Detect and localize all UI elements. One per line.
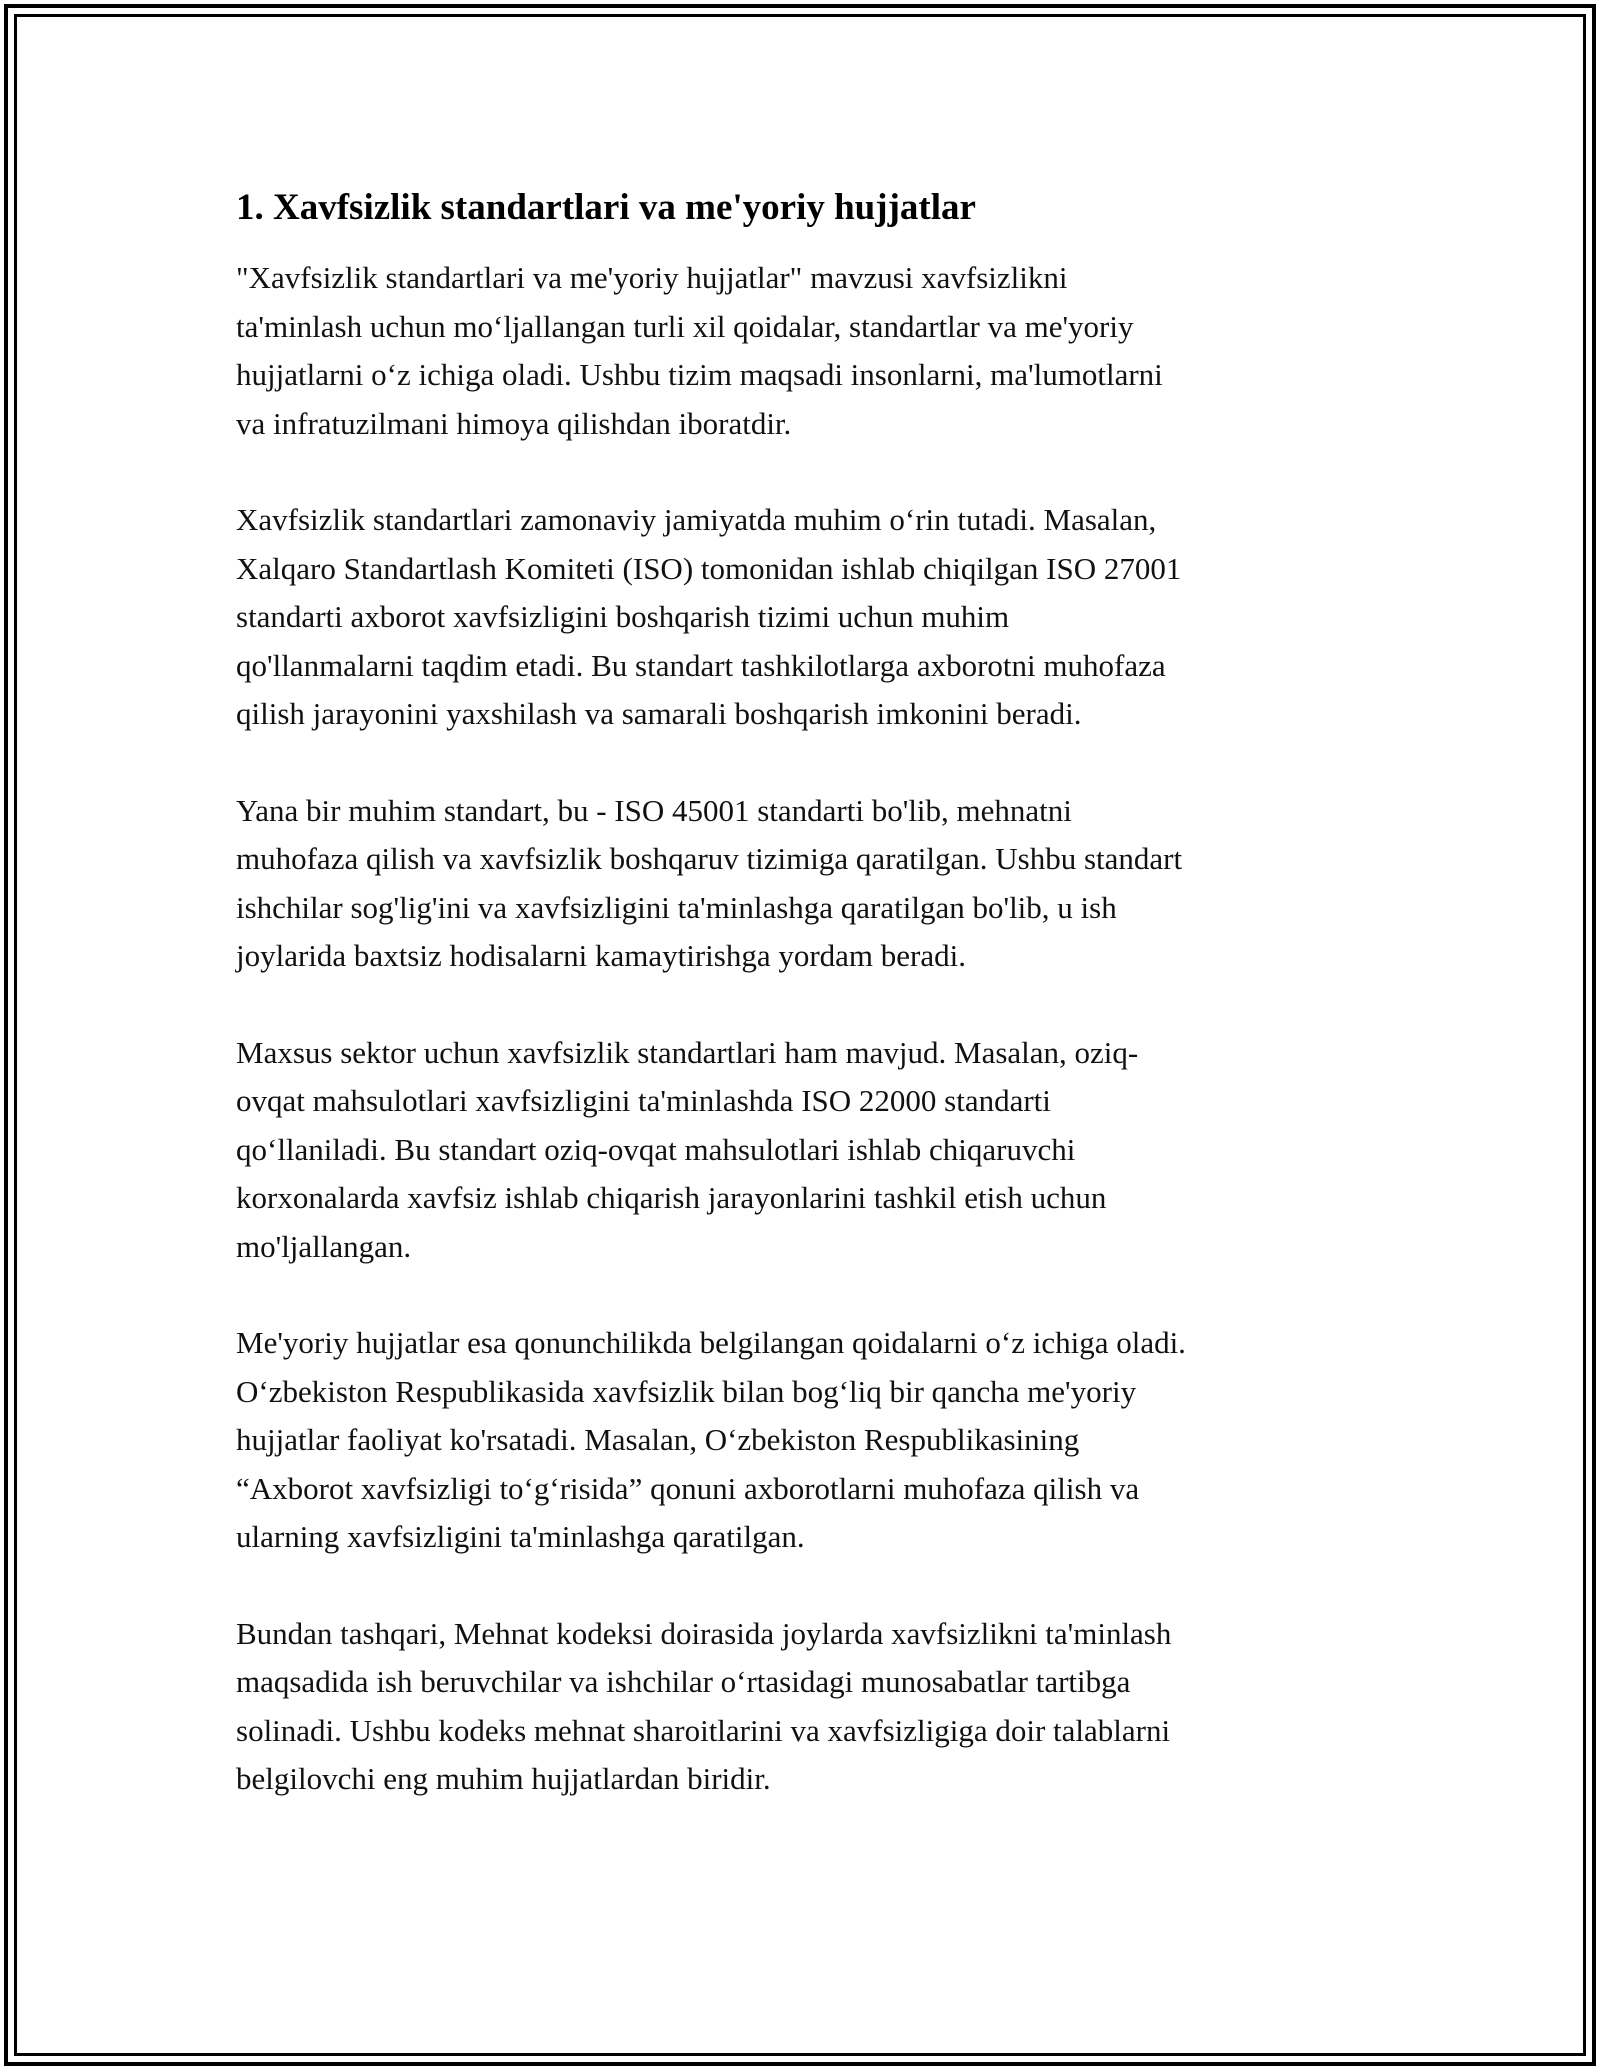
paragraph-line: Me'yoriy hujjatlar esa qonunchilikda belgilangan qoidalarni o‘z ichiga oladi.: [236, 1325, 1186, 1360]
paragraph-line: standarti axborot xavfsizligini boshqarish tizimi uchun muhim: [236, 599, 1010, 634]
paragraph-line: korxonalarda xavfsiz ishlab chiqarish jarayonlarini tashkil etish uchun: [236, 1180, 1107, 1215]
paragraph-line: qilish jarayonini yaxshilash va samarali boshqarish imkonini beradi.: [236, 696, 1082, 731]
paragraph-line: Xavfsizlik standartlari zamonaviy jamiyatda muhim o‘rin tutadi. Masalan,: [236, 502, 1157, 537]
paragraph-line: “Axborot xavfsizligi to‘g‘risida” qonuni axborotlarni muhofaza qilish va: [236, 1470, 1140, 1506]
paragraph-line: "Xavfsizlik standartlari va me'yoriy hujjatlar" mavzusi xavfsizlikni: [236, 260, 1068, 295]
paragraph-line: ishchilar sog'lig'ini va xavfsizligini ta'minlashga qaratilgan bo'lib, u ish: [236, 889, 1117, 925]
paragraph-line: Maxsus sektor uchun xavfsizlik standartlari ham mavjud. Masalan, oziq-: [236, 1034, 1139, 1070]
paragraph-5: [236, 1319, 1366, 1562]
paragraph-line: hujjatlar faoliyat ko'rsatadi. Masalan, O‘zbekiston Respublikasining: [236, 1422, 1080, 1457]
paragraph-line: muhofaza qilish va xavfsizlik boshqaruv tizimiga qaratilgan. Ushbu standart: [236, 841, 1183, 876]
paragraph-3: [236, 787, 1366, 981]
paragraph-line: va infratuzilmani himoya qilishdan iboratdir.: [236, 405, 792, 441]
paragraph-line: Xalqaro Standartlash Komiteti (ISO) tomonidan ishlab chiqilgan ISO 27001: [236, 550, 1182, 586]
paragraph-line: solinadi. Ushbu kodeks mehnat sharoitlarini va xavfsizligiga doir talablarni: [236, 1712, 1171, 1748]
paragraph-line: ta'minlash uchun mo‘ljallangan turli xil qoidalar, standartlar va me'yoriy: [236, 308, 1134, 344]
paragraph-6: [236, 1610, 1366, 1804]
paragraph-1: [236, 254, 1366, 448]
paragraph-line: hujjatlarni o‘z ichiga oladi. Ushbu tizim maqsadi insonlarni, ma'lumotlarni: [236, 357, 1163, 392]
paragraph-line: qo‘llaniladi. Bu standart oziq-ovqat mahsulotlari ishlab chiqaruvchi: [236, 1131, 1076, 1167]
paragraph-line: Yana bir muhim standart, bu - ISO 45001 standarti bo'lib, mehnatni: [236, 792, 1072, 828]
paragraph-line: belgilovchi eng muhim hujjatlardan biridir.: [236, 1761, 771, 1796]
paragraph-4: [236, 1029, 1366, 1272]
paragraph-line: O‘zbekiston Respublikasida xavfsizlik bilan bog‘liq bir qancha me'yoriy: [236, 1373, 1137, 1409]
paragraph-line: ularning xavfsizligini ta'minlashga qaratilgan.: [236, 1519, 805, 1554]
paragraph-line: mo'ljallangan.: [236, 1228, 412, 1264]
paragraph-line: joylarida baxtsiz hodisalarni kamaytirishga yordam beradi.: [236, 938, 966, 973]
document-title: 1. Xavfsizlik standartlari va me'yoriy hujjatlar: [236, 187, 976, 228]
paragraph-line: qo'llanmalarni taqdim etadi. Bu standart tashkilotlarga axborotni muhofaza: [236, 647, 1166, 683]
paragraph-2: [236, 496, 1366, 739]
document-body: [236, 184, 1366, 1852]
paragraph-line: maqsadida ish beruvchilar va ishchilar o‘rtasidagi munosabatlar tartibga: [236, 1664, 1131, 1699]
paragraph-line: Bundan tashqari, Mehnat kodeksi doirasida joylarda xavfsizlikni ta'minlash: [236, 1615, 1172, 1651]
paragraph-line: ovqat mahsulotlari xavfsizligini ta'minlashda ISO 22000 standarti: [236, 1083, 1051, 1118]
